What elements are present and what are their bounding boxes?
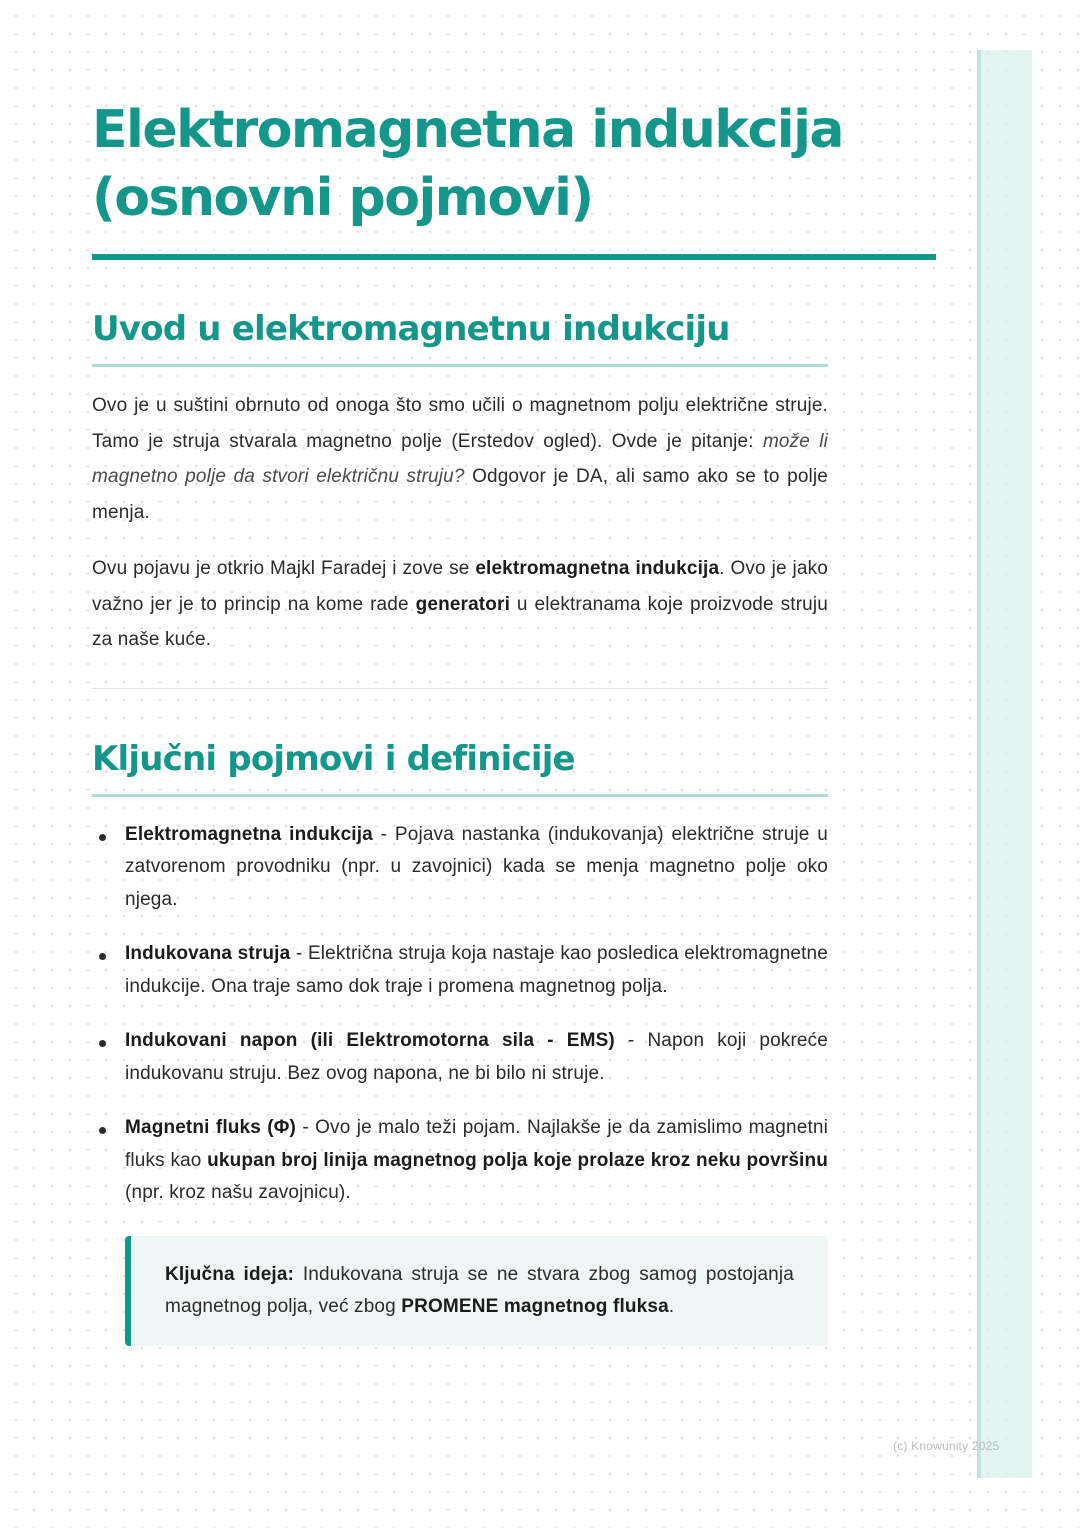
text: Ovu pojavu je otkrio Majkl Faradej i zove se bbox=[92, 558, 476, 579]
list-item bbox=[92, 1112, 828, 1210]
definition-term: Indukovana struja bbox=[125, 943, 291, 964]
question-emphasis: može li magnetno polje da stvori električnu struju? bbox=[92, 430, 828, 487]
text: Ovo je u suštini obrnuto od onoga što smo učili o magnetnom polju električne struje. Tamo je struja stvarala magnetno polje (Erstedov ogled). Ovde je pitanje: bbox=[92, 395, 828, 452]
bullet-icon bbox=[99, 834, 106, 841]
callout-bold: PROMENE magnetnog fluksa bbox=[401, 1296, 669, 1317]
text: . Ovo je jako važno jer je to princip na kome rade bbox=[92, 558, 828, 615]
bold-term: generatori bbox=[415, 593, 511, 615]
callout-label: Ključna ideja: bbox=[165, 1263, 295, 1285]
text: u elektranama koje proizvode struju za naše kuće. bbox=[92, 593, 828, 650]
bold-phrase: ukupan broj linija magnetnog polja koje prolaze kroz neku površinu bbox=[207, 1149, 828, 1171]
definition-text: - Ovo je malo teži pojam. Najlakše je da zamislimo magnetni fluks kao bbox=[125, 1117, 828, 1171]
bullet-icon bbox=[99, 953, 106, 960]
intro-paragraph-1 bbox=[92, 388, 828, 530]
callout-text: Indukovana struja se ne stvara zbog samog postojanja magnetnog polja, već zbog bbox=[165, 1263, 794, 1317]
section-heading-intro: Uvod u elektromagnetnu indukciju bbox=[92, 309, 730, 349]
definition-term: Magnetni fluks (Φ) bbox=[125, 1117, 297, 1138]
definition-term: Indukovani napon (ili Elektromotorna sila - EMS) bbox=[125, 1030, 615, 1051]
text: Odgovor je DA, ali samo ako se to polje menja. bbox=[92, 466, 828, 523]
bold-term: elektromagnetna indukcija bbox=[475, 558, 720, 579]
copyright-footer: (c) Knowunity 2025 bbox=[893, 1439, 1000, 1453]
definition-text: - Pojava nastanka (indukovanja) električne struje u zatvorenom provodniku (npr. u zavojnici) kada se menja magnetno polje oko njega. bbox=[125, 823, 828, 910]
definitions-list bbox=[92, 819, 828, 1210]
list-item bbox=[92, 1025, 828, 1090]
intro-paragraph-2 bbox=[92, 551, 828, 658]
section-heading-definitions: Ključni pojmovi i definicije bbox=[92, 738, 575, 779]
bullet-icon bbox=[99, 1127, 106, 1134]
key-idea-callout bbox=[125, 1236, 828, 1346]
list-item bbox=[92, 819, 828, 917]
page-title: Elektromagnetna indukcija (osnovni pojmovi) bbox=[92, 100, 844, 228]
callout-text: . bbox=[668, 1296, 675, 1317]
definition-text: - Napon koji pokreće indukovanu struju. Bez ovog napona, ne bi bilo ni struje. bbox=[125, 1030, 829, 1084]
list-item bbox=[92, 938, 828, 1003]
definition-text: (npr. kroz našu zavojnicu). bbox=[125, 1182, 351, 1203]
definition-term: Elektromagnetna indukcija bbox=[125, 823, 373, 845]
bullet-icon bbox=[99, 1040, 106, 1047]
document-content bbox=[92, 96, 844, 1346]
page-side-bar bbox=[977, 50, 1032, 1478]
definition-text: - Električna struja koja nastaje kao posledica elektromagnetne indukcije. Ona traje samo dok traje i promena magnetnog polja. bbox=[125, 943, 828, 997]
